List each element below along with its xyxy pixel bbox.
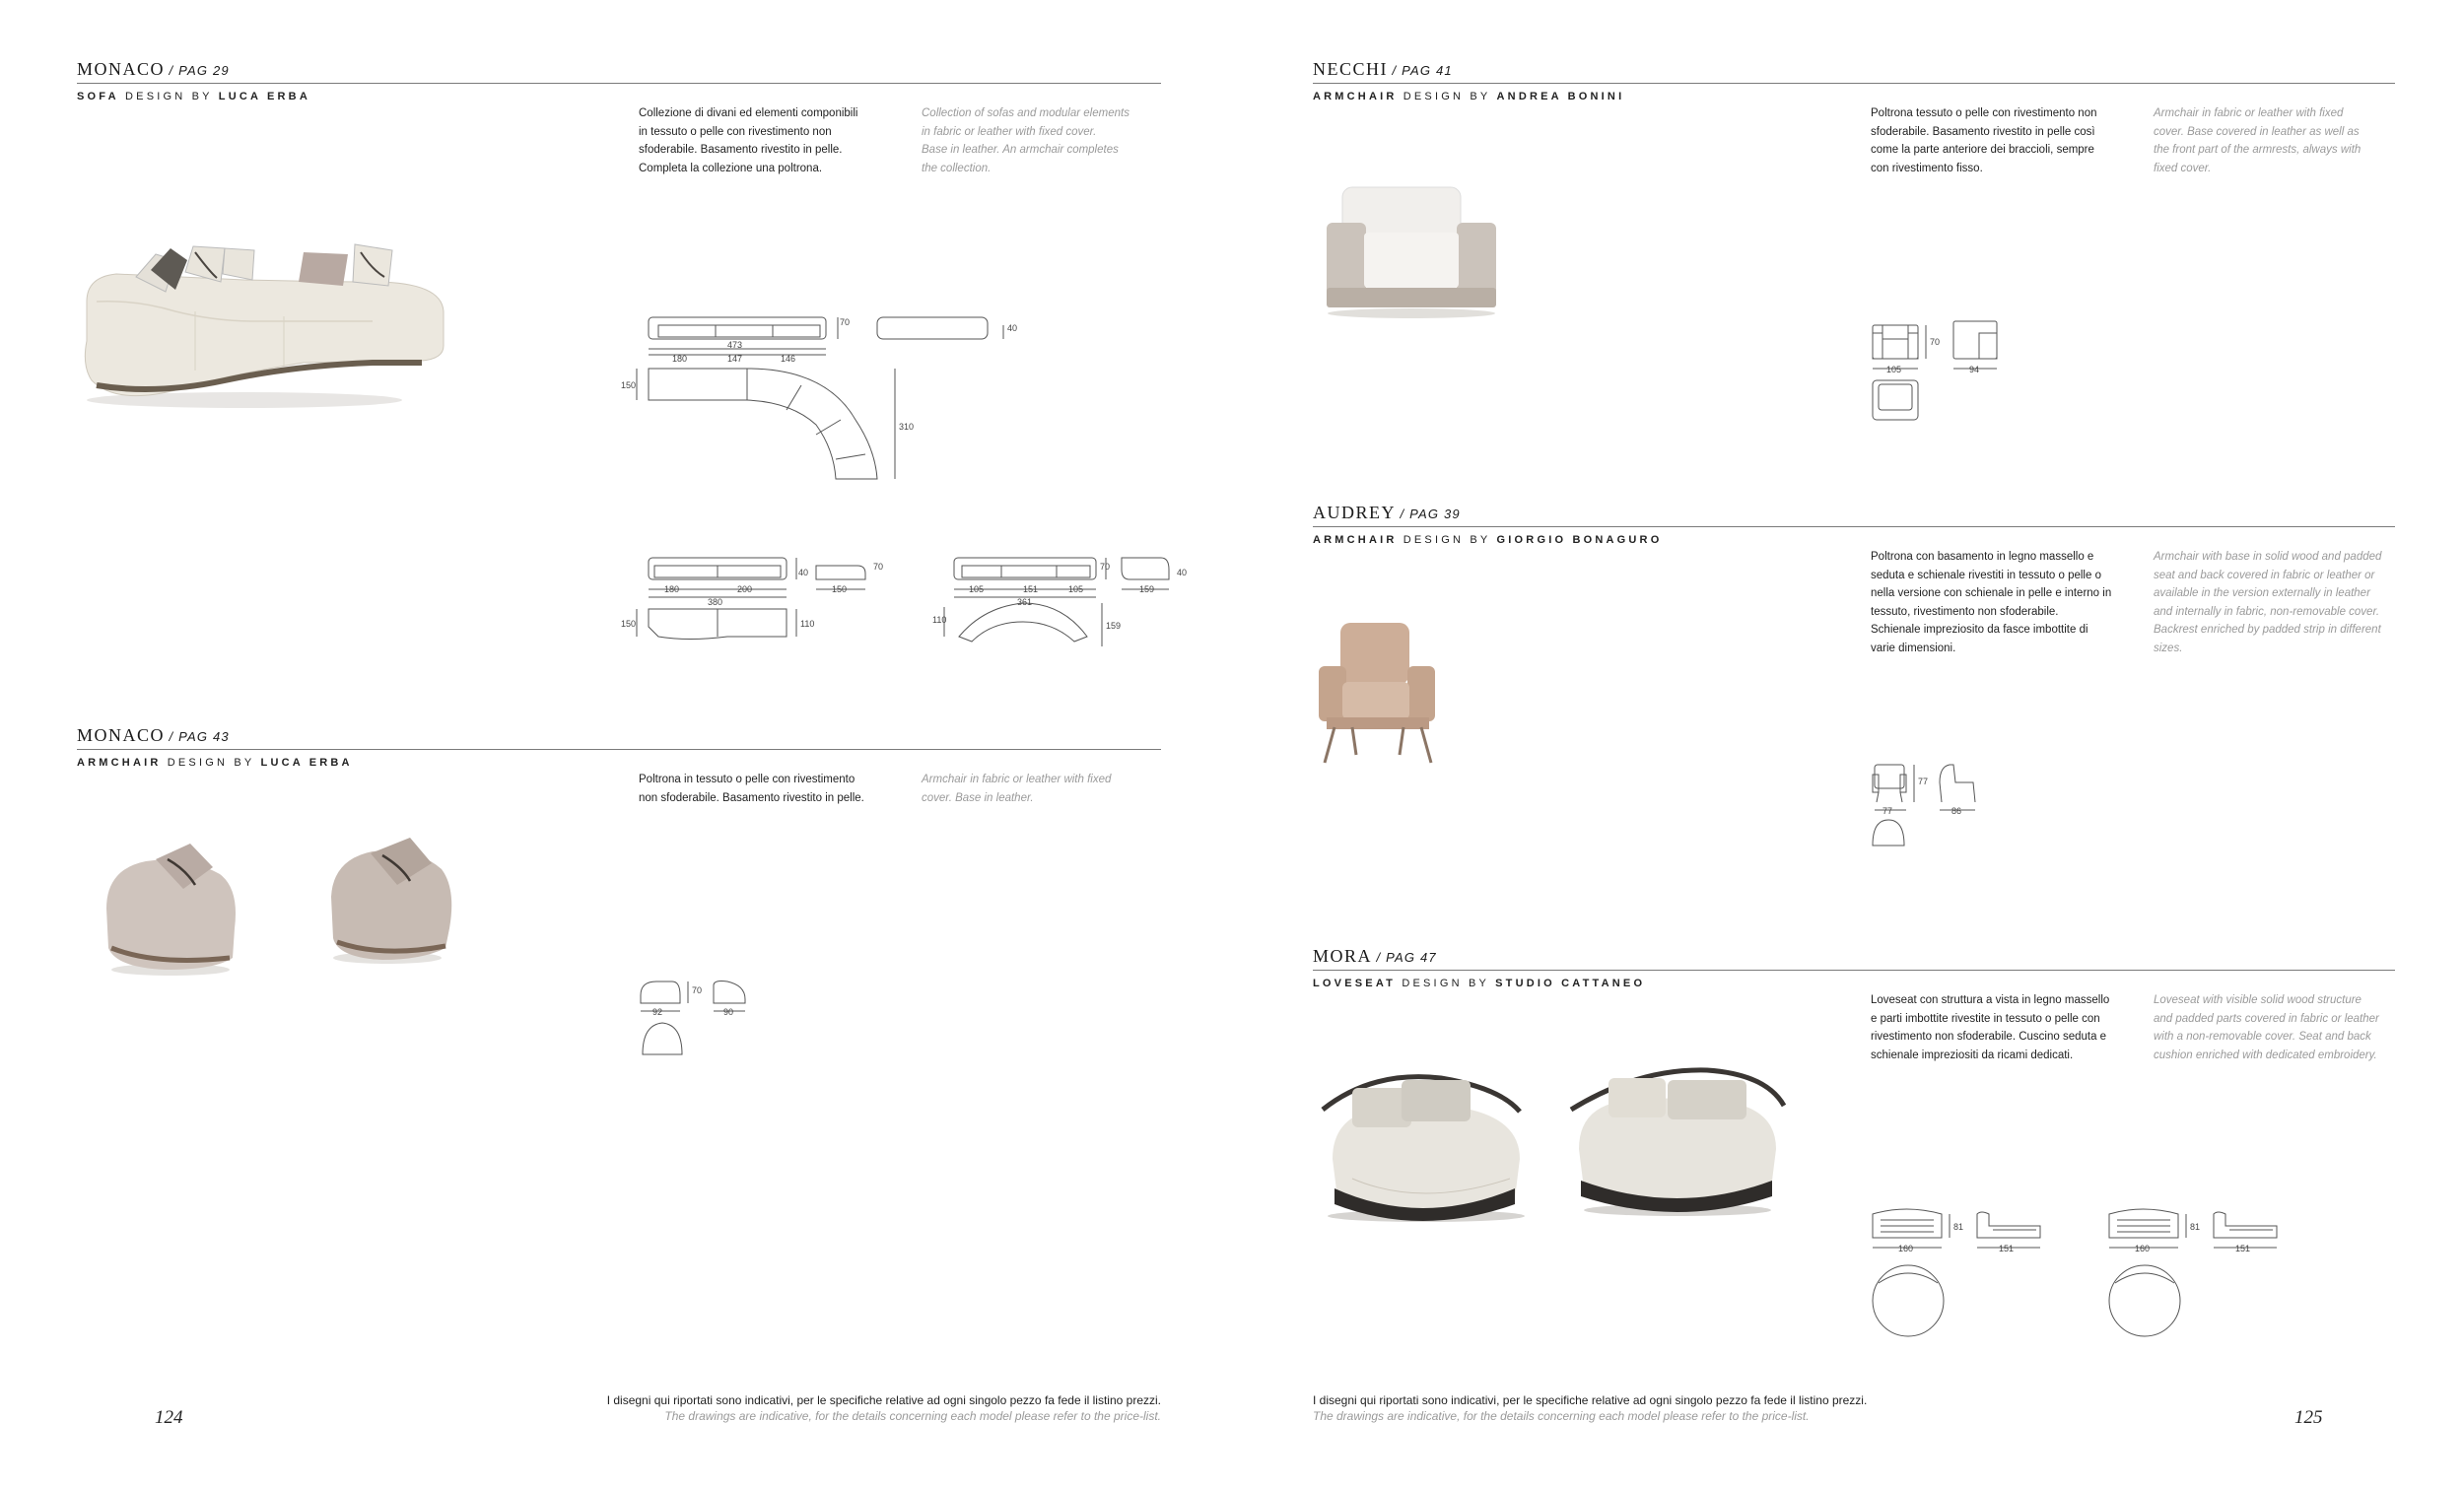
designer-name: GIORGIO BONAGURO xyxy=(1496,534,1663,546)
product-type: ARMCHAIR xyxy=(77,757,162,769)
desc-line: sfoderabile. Basamento rivestito in pelle. xyxy=(639,144,843,157)
design-credit xyxy=(77,91,310,102)
necchi-photo xyxy=(1313,173,1510,321)
design-credit xyxy=(1313,91,1624,102)
section-title xyxy=(77,725,230,746)
dim-label: 147 xyxy=(727,354,743,364)
desc-line: cover. Base in leather. xyxy=(922,791,1034,804)
section-mora-loveseat xyxy=(1313,942,2395,1356)
dim-label: 146 xyxy=(781,354,796,364)
desc-line: fixed cover. xyxy=(2154,162,2212,174)
dim-label: 160 xyxy=(2135,1244,2151,1253)
desc-line: Schienale impreziosito da fasce imbottite di xyxy=(1871,624,2088,637)
product-type: ARMCHAIR xyxy=(1313,91,1398,102)
sofa-photo xyxy=(77,183,451,410)
desc-line: nella versione con schienale in pelle e interno in xyxy=(1871,587,2112,600)
desc-line: Poltrona tessuto o pelle con rivestimento non xyxy=(1871,107,2097,119)
dim-label: 380 xyxy=(708,597,723,607)
product-name: AUDREY xyxy=(1313,503,1396,522)
dim-label: 150 xyxy=(832,584,848,594)
design-by-label: DESIGN BY xyxy=(1403,534,1491,546)
design-credit xyxy=(1313,978,1645,989)
desc-line: sizes. xyxy=(2154,642,2183,654)
desc-line: schienale impreziositi da ricami dedicati. xyxy=(1871,1049,2074,1061)
description-italian xyxy=(1871,991,2137,1064)
description-english xyxy=(2154,548,2410,658)
desc-line: non sfoderabile. Basamento rivestito in pelle. xyxy=(639,791,864,804)
dim-label: 70 xyxy=(873,562,884,572)
dim-label: 70 xyxy=(840,317,851,327)
dim-label: 77 xyxy=(1918,777,1929,786)
dim-label: 40 xyxy=(1177,568,1188,577)
dim-label: 159 xyxy=(1139,584,1155,594)
description-english xyxy=(922,771,1178,807)
mora-technical-drawing xyxy=(1871,1208,2285,1346)
desc-line: cover. Base covered in leather as well as xyxy=(2154,125,2360,138)
desc-line: in fabric or leather with fixed cover. xyxy=(922,125,1097,138)
designer-name: ANDREA BONINI xyxy=(1496,91,1625,102)
design-credit xyxy=(77,757,353,769)
dim-label: 110 xyxy=(932,615,947,625)
dim-label: 81 xyxy=(1953,1222,1964,1232)
page-number: 124 xyxy=(155,1407,183,1428)
design-by-label: DESIGN BY xyxy=(125,91,213,102)
description-italian xyxy=(639,104,905,177)
desc-line: con rivestimento fisso. xyxy=(1871,162,1983,174)
section-header xyxy=(77,721,1161,750)
dim-label: 40 xyxy=(1007,323,1018,333)
desc-line: Poltrona in tessuto o pelle con rivestimento xyxy=(639,774,856,785)
dim-label: 110 xyxy=(800,619,815,629)
dim-label: 150 xyxy=(621,619,637,629)
dim-label: 160 xyxy=(1898,1244,1914,1253)
dim-label: 151 xyxy=(1999,1244,2015,1253)
dim-label: 200 xyxy=(737,584,753,594)
dim-label: 151 xyxy=(2235,1244,2251,1253)
mora-photo xyxy=(1313,1041,1825,1228)
dim-label: 70 xyxy=(692,985,703,995)
desc-line: come la parte anteriore dei braccioli, sempre xyxy=(1871,144,2094,157)
section-title xyxy=(77,59,230,80)
desc-line: available in the version externally in leather xyxy=(2154,587,2370,600)
desc-line: seat and back covered in fabric or leather or xyxy=(2154,569,2375,581)
dim-label: 81 xyxy=(2190,1222,2201,1232)
dim-label: 77 xyxy=(1882,806,1893,816)
disclaimer-english: The drawings are indicative, for the details concerning each model please refer to the price-list. xyxy=(1313,1409,1810,1423)
desc-line: Armchair with base in solid wood and padded xyxy=(2154,551,2382,563)
description-italian xyxy=(1871,104,2137,177)
section-title xyxy=(1313,59,1453,80)
section-necchi-armchair xyxy=(1313,55,2395,449)
desc-line: tessuto, rivestimento non sfoderabile. xyxy=(1871,605,2059,618)
design-by-label: DESIGN BY xyxy=(167,757,255,769)
desc-line: Armchair in fabric or leather with fixed xyxy=(922,774,1112,785)
desc-line: Loveseat with visible solid wood structure xyxy=(2154,994,2361,1006)
right-page xyxy=(1232,0,2464,1489)
dim-label: 90 xyxy=(723,1007,734,1017)
product-name: NECCHI xyxy=(1313,59,1388,79)
desc-line: e parti imbottite rivestite in tessuto o pelle con xyxy=(1871,1012,2100,1025)
dim-label: 105 xyxy=(1886,365,1902,374)
page-reference: / PAG 39 xyxy=(1400,507,1461,521)
dim-label: 151 xyxy=(1023,584,1039,594)
necchi-technical-drawing xyxy=(1871,319,2028,438)
desc-line: seduta e schienale rivestiti in tessuto o pelle o xyxy=(1871,569,2101,581)
product-type: SOFA xyxy=(77,91,119,102)
desc-line: cushion enriched with dedicated embroidery. xyxy=(2154,1049,2377,1061)
designer-name: LUCA ERBA xyxy=(260,757,353,769)
desc-line: Loveseat con struttura a vista in legno massello xyxy=(1871,994,2110,1006)
dim-label: 180 xyxy=(672,354,688,364)
page-reference: / PAG 47 xyxy=(1376,950,1437,965)
desc-line: Collection of sofas and modular elements xyxy=(922,107,1129,119)
description-italian xyxy=(1871,548,2137,658)
section-monaco-armchair xyxy=(77,721,1161,1096)
desc-line: Armchair in fabric or leather with fixed xyxy=(2154,107,2344,119)
description-english xyxy=(922,104,1178,177)
desc-line: and internally in fabric, non-removable cover. xyxy=(2154,605,2380,618)
audrey-photo xyxy=(1313,617,1451,765)
dim-label: 159 xyxy=(1106,621,1122,631)
armchair-photo xyxy=(97,820,511,997)
sofa-technical-drawing xyxy=(621,311,1260,686)
desc-line: in tessuto o pelle con rivestimento non xyxy=(639,125,832,138)
dim-label: 40 xyxy=(798,568,809,577)
designer-name: LUCA ERBA xyxy=(218,91,310,102)
page-reference: / PAG 43 xyxy=(169,729,230,744)
product-name: MONACO xyxy=(77,59,166,79)
description-english xyxy=(2154,991,2410,1064)
product-name: MORA xyxy=(1313,946,1373,966)
section-title xyxy=(1313,503,1461,523)
desc-line: with a non-removable cover. Seat and back xyxy=(2154,1031,2371,1044)
section-title xyxy=(1313,946,1437,967)
product-name: MONACO xyxy=(77,725,166,745)
dim-label: 92 xyxy=(652,1007,663,1017)
design-credit xyxy=(1313,534,1662,546)
product-type: LOVESEAT xyxy=(1313,978,1397,989)
page-number: 125 xyxy=(2294,1407,2323,1428)
desc-line: Base in leather. An armchair completes xyxy=(922,144,1119,157)
dim-label: 310 xyxy=(899,422,915,432)
description-english xyxy=(2154,104,2410,177)
dim-label: 361 xyxy=(1017,597,1033,607)
dim-label: 70 xyxy=(1100,562,1111,572)
desc-line: Backrest enriched by padded strip in different xyxy=(2154,624,2381,637)
dim-label: 86 xyxy=(1951,806,1962,816)
product-type: ARMCHAIR xyxy=(1313,534,1398,546)
dim-label: 105 xyxy=(969,584,985,594)
section-header xyxy=(1313,55,2395,84)
dim-label: 180 xyxy=(664,584,680,594)
desc-line: and padded parts covered in fabric or leather xyxy=(2154,1012,2379,1025)
section-audrey-armchair xyxy=(1313,499,2395,893)
page-reference: / PAG 29 xyxy=(169,63,230,78)
design-by-label: DESIGN BY xyxy=(1402,978,1489,989)
disclaimer-italian: I disegni qui riportati sono indicativi, per le specifiche relative ad ogni singolo pezzo fa fede il listino prezzi. xyxy=(1313,1393,1868,1407)
dim-label: 94 xyxy=(1969,365,1980,374)
section-monaco-sofa xyxy=(77,55,1188,631)
dim-label: 105 xyxy=(1068,584,1084,594)
disclaimer-italian: I disegni qui riportati sono indicativi, per le specifiche relative ad ogni singolo pezzo fa fede il listino prezzi. xyxy=(606,1393,1161,1407)
desc-line: varie dimensioni. xyxy=(1871,642,1956,654)
desc-line: Poltrona con basamento in legno massello e xyxy=(1871,551,2094,563)
section-header xyxy=(1313,942,2395,971)
desc-line: Completa la collezione una poltrona. xyxy=(639,162,823,174)
dim-label: 70 xyxy=(1930,337,1941,347)
desc-line: sfoderabile. Basamento rivestito in pelle così xyxy=(1871,125,2095,138)
section-header xyxy=(77,55,1161,84)
design-by-label: DESIGN BY xyxy=(1403,91,1491,102)
section-header xyxy=(1313,499,2395,527)
dim-label: 473 xyxy=(727,340,743,350)
desc-line: the collection. xyxy=(922,162,992,174)
audrey-technical-drawing xyxy=(1871,763,2019,871)
page-reference: / PAG 41 xyxy=(1392,63,1453,78)
description-italian xyxy=(639,771,905,807)
desc-line: the front part of the armrests, always with xyxy=(2154,144,2361,157)
armchair-technical-drawing xyxy=(639,978,796,1076)
disclaimer-english: The drawings are indicative, for the details concerning each model please refer to the price-list. xyxy=(664,1409,1161,1423)
designer-name: STUDIO CATTANEO xyxy=(1495,978,1646,989)
dim-label: 150 xyxy=(621,380,637,390)
desc-line: rivestimento non sfoderabile. Cuscino seduta e xyxy=(1871,1031,2107,1044)
desc-line: Collezione di divani ed elementi componibili xyxy=(639,107,858,119)
